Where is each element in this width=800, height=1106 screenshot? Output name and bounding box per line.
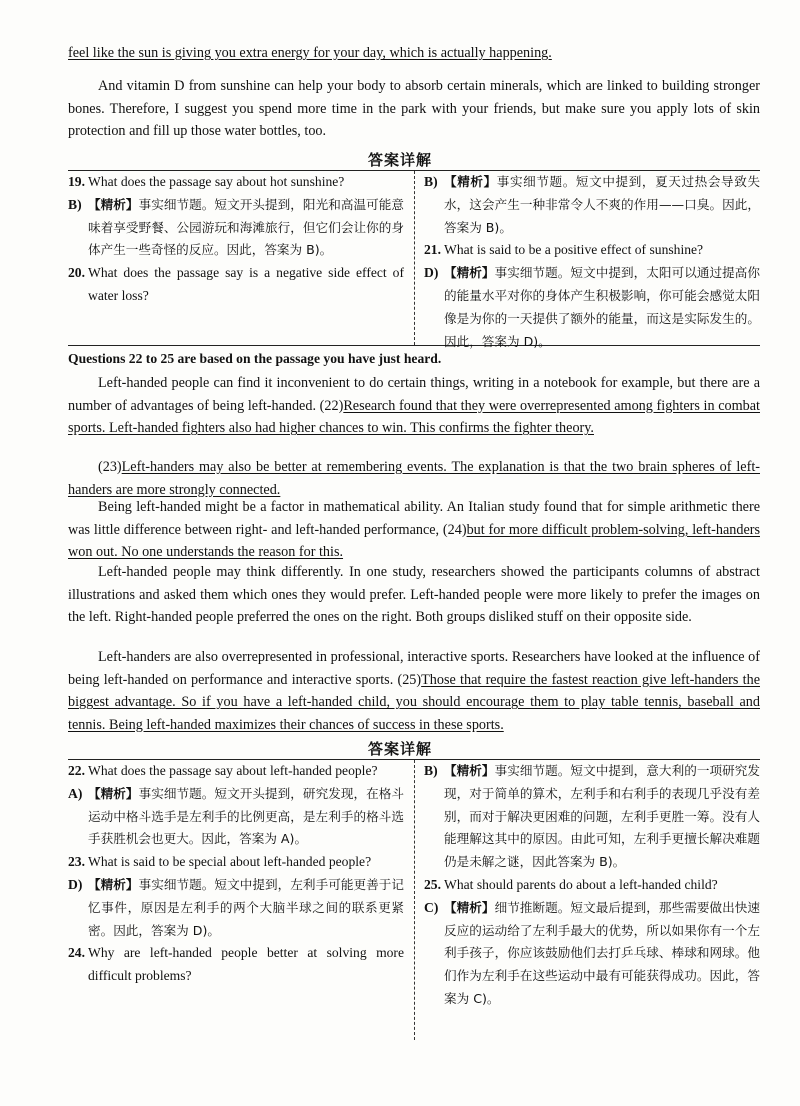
explanation-text: 事实细节题。短文开头提到，研究发现，在格斗运动中格斗选手是左利手的比例更高，是左利手的格斗选手获胜机会也更大。因此，答案为 A)。 [88,785,405,847]
answer-explanation [424,262,760,353]
passage-paragraph-4: Left-handed people may think differently. In one study, researchers showed the participants columns of abstract illustrations and asked them which ones they would prefer. Left-handed people were more likely to prefer the images on the left. Right-handed people preferred the ones on the right. Both groups disliked stuff on their opposite side. [68,564,760,626]
explanation-text: 事实细节题。短文中提到，意大利的一项研究发现，对于简单的算术，左利手和右利手的表现几乎没有差别，而对于解决更困难的问题，左利手更胜一筹。没有人能理解这其中的原因。由此可知，左利手更擅长解决难题仍是未解之谜，因此答案为 B)。 [444,763,761,870]
question-item [68,262,404,308]
answer-option-label: B) [68,196,82,212]
analysis-tag: 【精析】 [88,876,139,892]
paragraph-text: Left-handers are also overrepresented in professional, interactive sports. Researchers have looked at the influence of being left-handed on performance and interactive sports. (25) [68,649,760,688]
analysis-tag: 【精析】 [444,899,495,915]
question-text: What should parents do about a left-handed child? [444,876,718,892]
question-text: Why are left-handed people better at solving more difficult problems? [88,945,404,984]
analysis-tag: 【精析】 [88,196,139,212]
question-number: 20. [68,265,85,281]
passage-paragraph-vitamin-d: And vitamin D from sunshine can help your body to absorb certain minerals, which are linked to building stronger bones. Therefore, I suggest you spend more time in the park with your friends, but make sure you apply lots of skin protection and fill up those water bottles, too. [68,78,760,140]
answer-explanation [68,874,404,942]
passage-paragraph-5 [68,646,760,736]
answer-option-label: D) [424,265,439,281]
analysis-tag: 【精析】 [444,763,495,778]
answer-option-label: B) [424,174,438,189]
passage-paragraph-1 [68,372,760,440]
question-item [68,942,404,988]
passage-paragraph-3 [68,496,760,564]
underlined-answer-text: but for more difficult problem-solving, left-handers won out. No one understands the reason for this. [68,521,760,561]
question-number: 21. [424,242,441,258]
question-item [424,239,760,262]
underlined-answer-text: Research found that they were overrepresented among fighters in combat sports. Left-handed fighters also had higher chances to win. This confirms the fighter theory. [68,397,760,437]
paragraph-text: (23) [98,459,122,475]
answer-column-right [424,760,760,1011]
answer-explanation [424,760,760,874]
question-number: 23. [68,854,85,870]
answer-option-label: A) [68,785,83,801]
question-text: What does the passage say about hot sunshine? [88,174,345,189]
answer-explanation [424,897,760,1011]
answer-box-19-21 [68,170,761,349]
answer-option-label: C) [424,899,439,915]
column-divider [414,760,415,1040]
question-text: What is said to be special about left-handed people? [88,854,372,870]
answer-explanation [424,171,760,239]
question-text: What is said to be a positive effect of sunshine? [444,242,704,258]
passage-line-underlined: feel like the sun is giving you extra energy for your day, which is actually happening. [68,45,552,61]
underlined-answer-text: Those that require the fastest reaction give left-handers the biggest advantage. So if you have a left-handed child, you should encourage them to play table tennis, baseball and tennis. Being left-handed maximizes their chances of success in these sports. [68,671,760,733]
question-text: What does the passage say is a negative side effect of water loss? [88,265,404,303]
answer-explanation [68,783,404,851]
answer-option-label: D) [68,876,83,892]
analysis-tag: 【精析】 [88,785,139,801]
analysis-tag: 【精析】 [444,174,497,189]
answers-heading: 答案详解 [367,151,432,169]
column-divider [414,171,415,345]
analysis-tag: 【精析】 [444,265,495,281]
paragraph-text: Being left-handed might be a factor in mathematical ability. An Italian study found that for simple arithmetic there was little difference between right- and left-handed performance, (24) [68,499,760,538]
answer-column-left [68,171,404,308]
underlined-answer-text: Left-handers may also be better at remembering events. The explanation is that the two brain spheres of left-handers are more strongly connected. [68,459,760,498]
questions-intro: Questions 22 to 25 are based on the passage you have just heard. [68,351,442,366]
question-number: 25. [424,876,441,892]
question-text: What does the passage say about left-handed people? [88,763,378,778]
passage-paragraph-2 [68,456,760,501]
question-number: 24. [68,945,85,961]
paragraph-text: Left-handed people can find it inconvenient to do certain things, writing in a notebook for example, but there are a number of advantages of being left-handed. (22) [68,375,760,414]
question-item [68,760,404,783]
question-item [424,874,760,897]
explanation-text: 事实细节题。短文中提到，左利手可能更善于记忆事件，原因是左利手的两个大脑半球之间的联系更紧密。因此，答案为 D)。 [88,876,405,938]
answer-explanation [68,194,404,262]
answer-column-right [424,171,760,353]
question-number: 19. [68,174,85,189]
explanation-text: 事实细节题。短文中提到，夏天过热会导致失水，这会产生一种非常令人不爽的作用——口臭。因此，答案为 B)。 [444,174,761,235]
explanation-text: 细节推断题。短文最后提到，那些需要做出快速反应的运动给了左利手最大的优势，所以如果你有一个左利手孩子，你应该鼓励他们去打乒乓球、棒球和网球。他们作为左利手在这些运动中最有可能获得成功。因此，答案为 C)。 [444,899,761,1006]
explanation-text: 事实细节题。短文中提到，太阳可以通过提高你的能量水平对你的身体产生积极影响，你可能会感觉太阳像是为你的一天提供了额外的能量，而这是实际发生的。因此，答案为 D)。 [444,265,761,349]
answer-column-left [68,760,404,988]
question-number: 22. [68,763,85,778]
question-item [68,851,404,874]
explanation-text: 事实细节题。短文开头提到，阳光和高温可能意味着享受野餐、公园游玩和海滩旅行，但它们会让你的身体产生一些奇怪的反应。因此，答案为 B)。 [88,196,405,258]
question-item [68,171,404,194]
answer-option-label: B) [424,763,438,778]
answer-box-22-25 [68,759,760,1040]
answers-heading: 答案详解 [367,740,432,758]
